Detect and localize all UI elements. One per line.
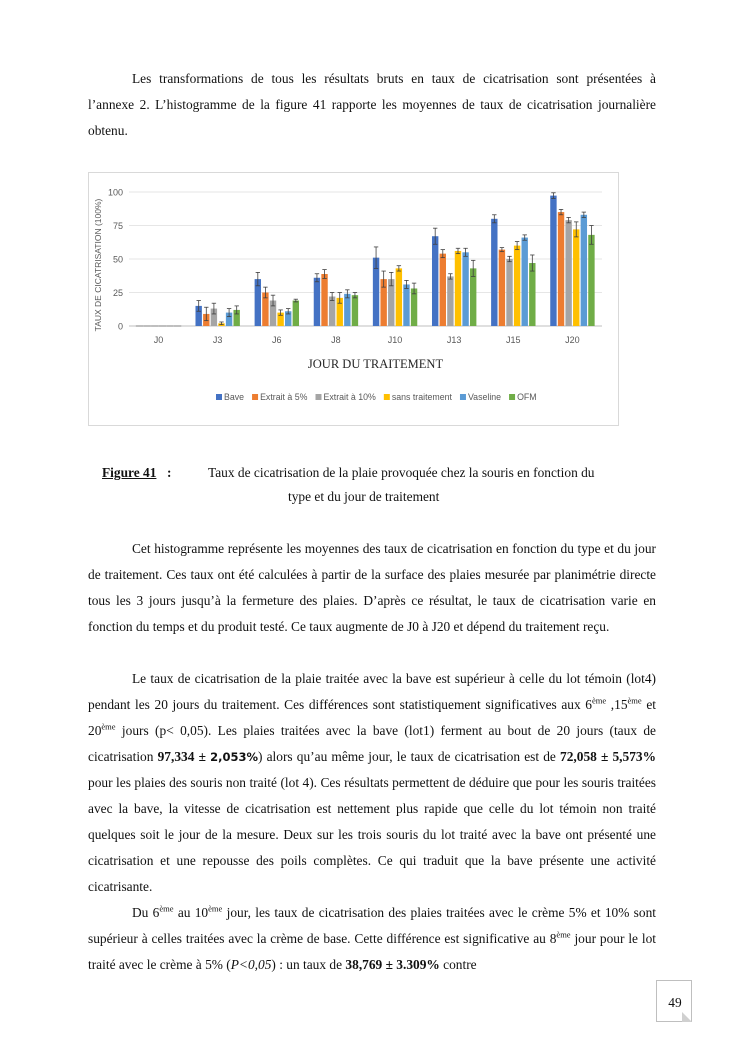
caption-line-1: Taux de cicatrisation de la plaie provoquée chez la souris en fonction du [208,465,595,480]
x-tick-label: J0 [153,335,164,345]
y-tick-label: 100 [107,187,123,198]
page-number: 49 [668,995,682,1010]
x-tick-label: J13 [446,335,462,345]
legend-swatch [384,394,390,400]
paragraph-3: Du 6ème au 10ème jour, les taux de cicatrisation des plaies traitées avec le crème 5% et 10% sont supérieur à celles traitées avec la crème de base. Cette différence est significative au 8ème jour pour le lot traité avec le crème à 5% (P<0,05) : un taux de 38,769 ± 3.309% contre [88,903,656,972]
y-tick-label: 0 [117,321,123,332]
x-tick-label: J6 [272,335,282,345]
bar [440,254,446,326]
legend-swatch [509,394,515,400]
bar [352,295,358,326]
bar [514,246,520,326]
bar [432,236,438,326]
legend-item [460,392,501,402]
figure-41-chart [88,172,619,426]
bar [462,252,468,326]
legend-label: sans traitement [391,392,452,402]
bar [329,297,335,326]
legend-item [216,392,244,402]
legend-item [384,392,453,402]
bar [470,268,476,326]
bave-rate-value: 97,334 ± 2,053% [157,749,258,764]
legend-swatch [460,394,466,400]
legend-swatch [216,394,222,400]
bar [455,251,461,326]
y-tick-label: 75 [112,221,123,231]
bar [506,259,512,326]
bar [314,278,320,326]
caption-line-2: type et du jour de traitement [288,489,440,504]
x-tick-label: J15 [506,335,521,345]
figure-label: Figure 41 [102,465,157,480]
legend-swatch [252,394,258,400]
bar [499,250,505,326]
bar [447,276,453,326]
x-axis-label: JOUR DU TRAITEMENT [307,357,444,371]
bar [293,301,299,326]
y-tick-label: 25 [112,288,123,298]
legend-label: Extrait à 5% [260,392,308,402]
legend-label: Vaseline [467,392,502,402]
legend-item [252,392,308,402]
bar [491,219,497,326]
legend-item [316,392,376,402]
y-tick-label: 50 [112,254,123,265]
bar [565,220,571,326]
legend-label: OFM [517,392,537,402]
control-rate-value: 72,058 ± 5,573% [560,749,657,764]
paragraph-1: Cet histogramme représente les moyennes des taux de cicatrisation en fonction du type et du jour de traitement. Ces taux ont été calculées à partir de la surface des plaies mesurée par planimétrie directe tous les 3 jours jusqu’à la fermeture des plaies. D’après ce résultat, le taux de cicatrisation varie en fonction du temps et du produit testé. Ce taux augmente de J0 à J20 et dépend du traitement reçu. [88,541,656,634]
bar [529,263,535,326]
legend-label: Extrait à 10% [323,392,376,402]
y-axis-label: TAUX DE CICATRISATION (100%) [93,198,103,332]
bar [522,238,528,326]
page-curl-decoration [682,1012,692,1022]
bar [550,196,556,326]
legend-label: Bave [224,392,245,402]
x-tick-label: J3 [212,335,223,345]
intro-line-1: Les transformations de tous les résultats bruts en taux de cicatrisation sont présentées à [132,71,656,86]
bar [588,235,594,326]
bar [558,212,564,326]
legend-swatch [316,394,322,400]
legend-item [509,392,537,402]
bar [573,229,579,326]
extract-5-rate-value: 38,769 ± 3.309% [345,957,440,972]
bar [396,268,402,326]
intro-rest: l’annexe 2. L’histogramme de la figure 41 rapporte les moyennes de taux de cicatrisation journalière obtenu. [88,97,656,138]
paragraph-2: Le taux de cicatrisation de la plaie traitée avec la bave est supérieur à celle du lot témoin (lot4) pendant les 20 jours du traitement. Ces différences sont statistiquement significatives aux 6ème ,15ème et 20ème jours (p< 0,05). Les plaies traitées avec la bave (lot1) ferment au bout de 20 jours (taux de cicatrisation 97,334 ± 2,053%) alors qu’au même jour, le taux de cicatrisation est de 72,058 ± 5,573% pour les plaies des souris non traité (lot 4). Ces résultats permettent de déduire que pour les souris traitées avec la bave, la vitesse de cicatrisation est nettement plus rapide que celle du lot témoin non traité quelques soit le jour de la mesure. Deux sur les trois souris du lot traité avec la bave ont présenté une cicatrisation et une repousse des poils complètes. Ce qui traduit que la bave présente une activité cicatrisante. [88,671,657,894]
figure-colon: : [167,465,172,480]
bar-chart [89,173,620,427]
bar [581,215,587,326]
bar [344,294,350,326]
page-number-box [656,980,692,1022]
bar [403,284,409,326]
x-tick-label: J10 [387,335,403,345]
bar [321,274,327,326]
intro-paragraph [88,66,656,144]
x-tick-label: J20 [565,335,580,345]
x-tick-label: J8 [331,335,341,345]
